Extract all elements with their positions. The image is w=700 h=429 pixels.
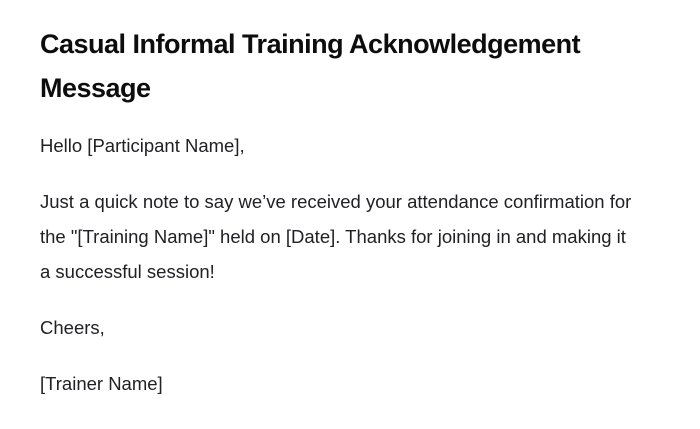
signoff-text: Cheers, xyxy=(40,317,105,338)
page-title: Casual Informal Training Acknowledgement Message xyxy=(40,29,581,103)
greeting-text: Hello [Participant Name], xyxy=(40,135,245,156)
body-paragraph: Just a quick note to say we’ve received your attendance confirmation for the "[Training Name]" held on [Date]. Thanks for joining in and making it a successful session! xyxy=(40,191,632,282)
signature-text: [Trainer Name] xyxy=(40,373,163,394)
